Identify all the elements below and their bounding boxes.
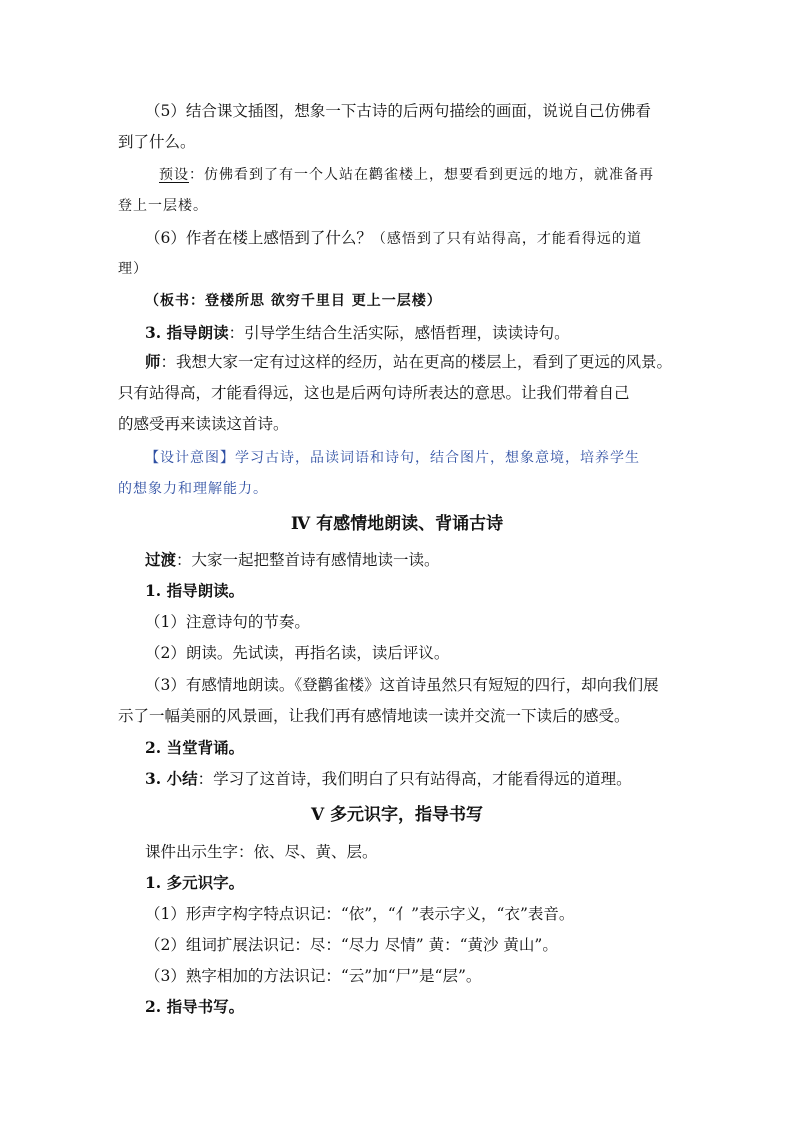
guide-reading-3-text: ：引导学生结合生活实际，感悟哲理，读读诗句。	[228, 324, 570, 342]
s4-sub-1: （1）注意诗句的节奏。	[145, 613, 310, 631]
preset-label: 预设	[159, 167, 189, 183]
s5-intro: 课件出示生字：依、尽、黄、层。	[145, 843, 378, 861]
s5-sub-2: （2）组词扩展法识记：尽：“尽力 尽情” 黄：“黄沙 黄山”。	[145, 936, 558, 954]
summary-label: 3. 小结	[145, 769, 198, 788]
s4-item-2: 2. 当堂背诵。	[145, 738, 245, 757]
s4-item-3	[145, 768, 632, 790]
step5-line1: （5）结合课文插图，想象一下古诗的后两句描绘的画面，说说自己仿佛看	[145, 102, 651, 120]
s4-sub-2: （2）朗读。先试读，再指名读，读后评议。	[145, 644, 450, 662]
step5-line2: 到了什么。	[118, 133, 196, 151]
preset-text-1: ：仿佛看到了有一个人站在鹳雀楼上，想要看到更远的地方，就准备再	[189, 167, 654, 183]
design-intent-label: 【设计意图】	[145, 450, 235, 466]
design-intent-line1	[145, 447, 640, 469]
teacher-line2: 只有站得高，才能看得远，这也是后两句诗所表达的意思。让我们带着自己	[118, 384, 630, 402]
teacher-line1	[145, 351, 672, 373]
transition-line	[145, 549, 440, 571]
preset-line2: 登上一层楼。	[118, 198, 208, 214]
summary-text: ：学习了这首诗，我们明白了只有站得高，才能看得远的道理。	[197, 770, 632, 788]
transition-text: ：大家一起把整首诗有感情地读一读。	[176, 551, 440, 569]
step6-note: （感悟到了只有站得高，才能看得远的道	[371, 231, 642, 247]
s5-sub-1: （1）形声字构字特点识记：“依”，“亻”表示字义，“衣”表音。	[145, 905, 575, 923]
guide-reading-3-label: 3. 指导朗读	[145, 323, 229, 342]
s5-item-2: 2. 指导书写。	[145, 997, 245, 1016]
section-4-heading: Ⅳ 有感情地朗读、背诵古诗	[290, 514, 504, 534]
step6-question: （6）作者在楼上感悟到了什么？	[145, 229, 372, 247]
step6-line2: 理）	[118, 261, 148, 277]
design-intent-line2: 的想象力和理解能力。	[118, 481, 268, 497]
preset-line1	[159, 164, 654, 186]
blackboard-note: （板书：登楼所思 欲穷千里目 更上一层楼）	[145, 293, 442, 309]
teacher-text-1: ：我想大家一定有过这样的经历，站在更高的楼层上，看到了更远的风景。	[160, 353, 673, 371]
s4-sub-3-line2: 示了一幅美丽的风景画，让我们再有感情地读一读并交流一下读后的感受。	[118, 707, 630, 725]
s5-sub-3: （3）熟字相加的方法识记：“云”加“尸”是“层”。	[145, 967, 482, 985]
teacher-line3: 的感受再来读读这首诗。	[118, 415, 289, 433]
guide-reading-3	[145, 322, 570, 344]
s5-item-1: 1. 多元识字。	[145, 873, 245, 892]
step6-line1	[145, 227, 642, 250]
section-5-heading: Ⅴ 多元识字，指导书写	[310, 805, 484, 825]
design-intent-text-1: 学习古诗，品读词语和诗句，结合图片，想象意境，培养学生	[235, 450, 640, 466]
s4-item-1: 1. 指导朗读。	[145, 581, 245, 600]
transition-label: 过渡	[145, 550, 177, 569]
teacher-label: 师	[145, 352, 161, 371]
s4-sub-3-line1: （3）有感情地朗读。《登鹳雀楼》这首诗虽然只有短短的四行，却向我们展	[145, 676, 659, 694]
